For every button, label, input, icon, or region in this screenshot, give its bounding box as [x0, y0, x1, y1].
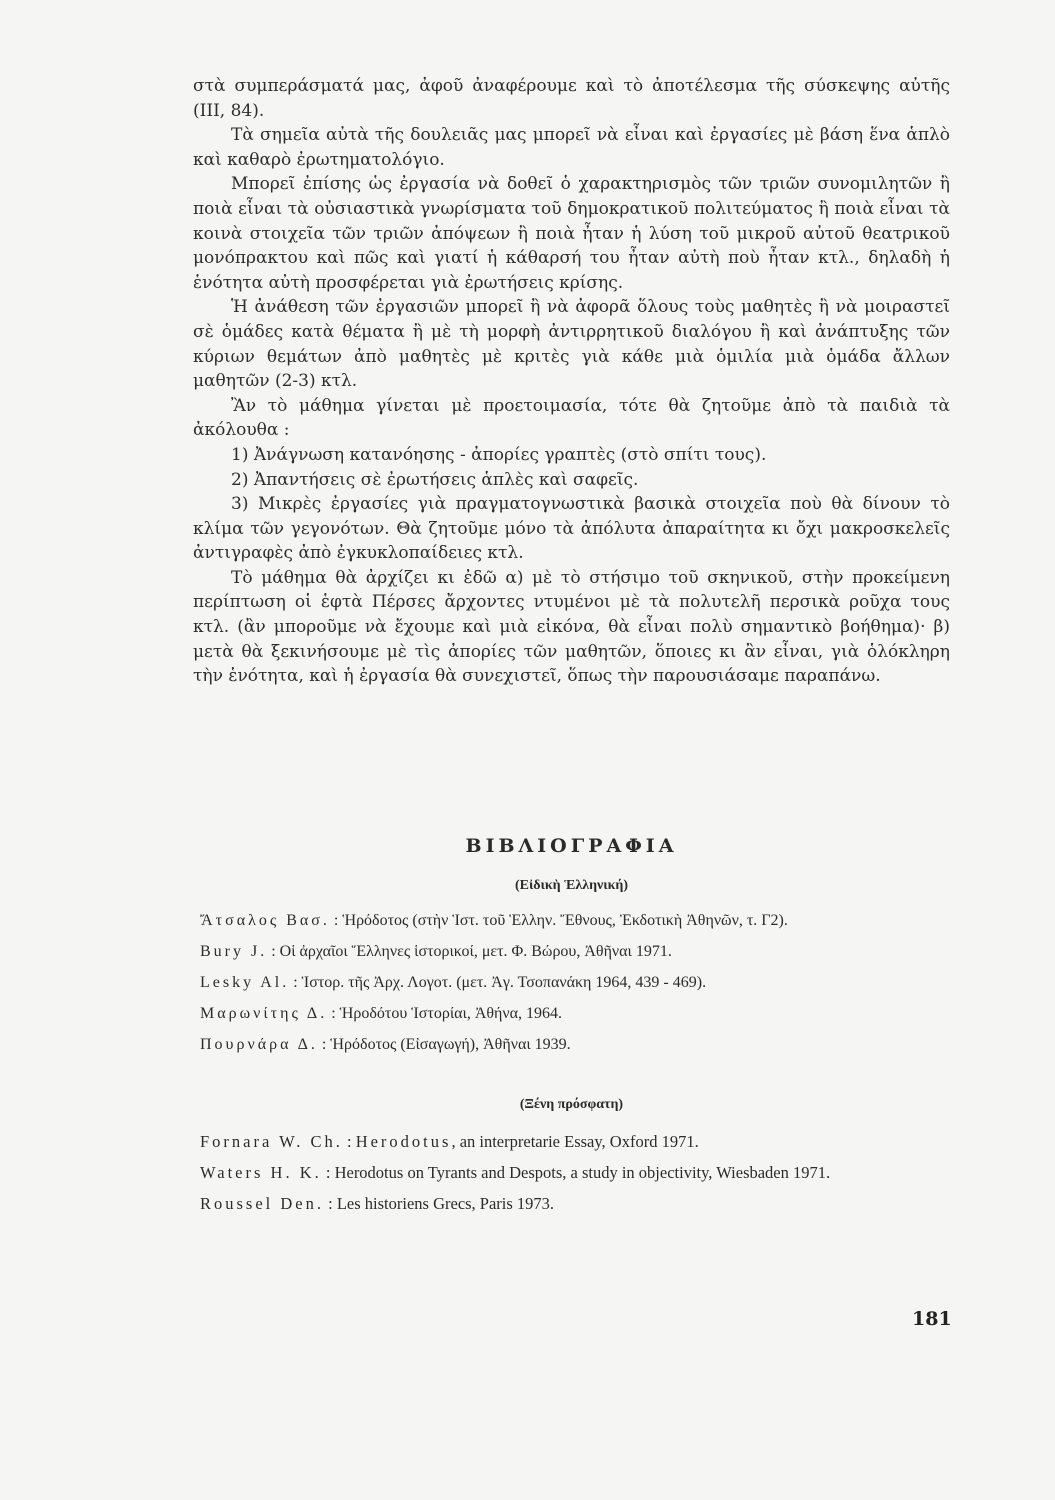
foreign-bibliography-list: [200, 1131, 952, 1224]
body-text: [193, 74, 950, 689]
entry-text: , an interpretarie Essay, Oxford 1971.: [451, 1132, 699, 1151]
entry-author: Fornara W. Ch.: [200, 1132, 343, 1151]
foreign-bibliography-heading: (Ξένη πρόσφατη): [519, 1097, 624, 1112]
entry-author: Μαρωνίτης Δ.: [200, 1005, 328, 1022]
bibliography-entry: [200, 910, 952, 931]
list-item: 3) Μικρὲς ἐργασίες γιὰ πραγματογνωστικὰ βασικὰ στοιχεῖα ποὺ θὰ δίνουν τὸ κλίμα τῶν γεγονότων. Θὰ ζητοῦμε μόνο τὰ ἀπόλυτα ἀπαραίτητα κι ὄχι μακροσκελεῖς ἀντιγραφὲς ἀπὸ ἐγκυκλοπαίδειες κτλ.: [193, 494, 950, 564]
bibliography-entry: [200, 1034, 952, 1055]
entry-text: : Οἱ ἀρχαῖοι Ἕλληνες ἱστορικοί, μετ. Φ. Βώρου, Ἀθῆναι 1971.: [267, 943, 672, 960]
entry-separator: :: [324, 1194, 337, 1213]
paragraph: Ἂν τὸ μάθημα γίνεται μὲ προετοιμασία, τότε θὰ ζητοῦμε ἀπὸ τὰ παιδιὰ τὰ ἀκόλουθα :: [193, 395, 950, 441]
entry-text: : Ἡρόδοτος (στὴν Ἱστ. τοῦ Ἑλλην. Ἔθνους, Ἐκδοτικὴ Ἀθηνῶν, τ. Γ2).: [329, 912, 788, 929]
greek-bibliography-heading: (Εἰδικὴ Ἑλληνική): [514, 878, 629, 893]
bibliography-entry: [200, 941, 952, 962]
entry-text: Les historiens Grecs, Paris 1973.: [336, 1194, 555, 1213]
entry-author: Roussel Den.: [200, 1194, 324, 1213]
entry-text: Herodotus on Tyrants and Despots, a study in objectivity, Wiesbaden 1971.: [334, 1163, 831, 1182]
paragraph: στὰ συμπεράσματά μας, ἀφοῦ ἀναφέρουμε καὶ τὸ ἀποτέλεσμα τῆς σύσκεψης αὐτῆς (ΙΙΙ, 84).: [193, 76, 950, 121]
entry-author: Waters H. K.: [200, 1163, 322, 1182]
entry-author: Bury J.: [200, 943, 268, 960]
entry-author: Lesky Al.: [200, 974, 290, 991]
entry-author: Πουρνάρα Δ.: [200, 1036, 318, 1053]
entry-separator: :: [342, 1132, 356, 1151]
paragraph: Τὰ σημεῖα αὐτὰ τῆς δουλειᾶς μας μπορεῖ νὰ εἶναι καὶ ἐργασίες μὲ βάση ἕνα ἁπλὸ καὶ καθαρὸ ἐρωτηματολόγιο.: [193, 125, 950, 170]
bibliography-entry: [200, 1131, 952, 1152]
entry-text: : Ἡροδότου Ἱστορίαι, Ἀθήνα, 1964.: [327, 1005, 563, 1022]
entry-spaced-title: Herodotus: [355, 1132, 452, 1151]
entry-text: : Ἱστορ. τῆς Ἀρχ. Λογοτ. (μετ. Ἀγ. Τσοπανάκη 1964, 439 - 469).: [289, 974, 707, 991]
bibliography-entry: [200, 1193, 952, 1214]
paragraph: Ἡ ἀνάθεση τῶν ἐργασιῶν μπορεῖ ἢ νὰ ἀφορᾶ ὅλους τοὺς μαθητὲς ἢ νὰ μοιραστεῖ σὲ ὁμάδες κατὰ θέματα ἢ μὲ τὴ μορφὴ ἀντιρρητικοῦ διαλόγου ἢ καὶ ἀνάπτυξης τῶν κύριων θεμάτων ἀπὸ μαθητὲς μὲ κριτὲς γιὰ κάθε μιὰ ὁμιλία μιὰ ὁμάδα ἄλλων μαθητῶν (2-3) κτλ.: [193, 297, 950, 392]
entry-text: : Ἡρόδοτος (Εἰσαγωγή), Ἀθῆναι 1939.: [317, 1036, 571, 1053]
greek-bibliography-list: [200, 910, 952, 1065]
bibliography-entry: [200, 1162, 952, 1183]
page-number: 181: [912, 1308, 952, 1330]
entry-author: Ἄτσαλος Βασ.: [200, 912, 330, 929]
paragraph: Τὸ μάθημα θὰ ἀρχίζει κι ἐδῶ α) μὲ τὸ στήσιμο τοῦ σκηνικοῦ, στὴν προκείμενη περίπτωση οἱ ἑφτὰ Πέρσες ἄρχοντες ντυμένοι μὲ τὰ πολυτελῆ περσικὰ ροῦχα τους κτλ. (ἂν μποροῦμε νὰ ἔχουμε καὶ μιὰ εἰκόνα, θὰ εἶναι πολὺ σημαντικὸ βοήθημα)· β) μετὰ θὰ ξεκινήσουμε μὲ τὶς ἀπορίες τῶν μαθητῶν, ὅποιες κι ἂν εἶναι, γιὰ ὁλόκληρη τὴν ἑνότητα, καὶ ἡ ἐργασία θὰ συνεχιστεῖ, ὅπως τὴν παρουσιάσαμε παραπάνω.: [193, 567, 950, 687]
entry-separator: :: [321, 1163, 335, 1182]
bibliography-title: ΒΙΒΛΙΟΓΡΑΦΙΑ: [465, 835, 678, 857]
list-item: 1) Ἀνάγνωση κατανόησης - ἀπορίες γραπτὲς (στὸ σπίτι τους).: [231, 444, 767, 465]
bibliography-entry: [200, 972, 952, 993]
bibliography-entry: [200, 1003, 952, 1024]
paragraph: Μπορεῖ ἐπίσης ὡς ἐργασία νὰ δοθεῖ ὁ χαρακτηρισμὸς τῶν τριῶν συνομιλητῶν ἢ ποιὰ εἶναι τὰ οὐσιαστικὰ γνωρίσματα τοῦ δημοκρατικοῦ πολιτεύματος ἢ ποιὰ εἶναι τὰ κοινὰ στοιχεῖα τῶν τριῶν ἀπόψεων ἢ ποιὰ ἦταν ἡ λύση τοῦ μικροῦ αὐτοῦ θεατρικοῦ μονόπρακτου καὶ πῶς καὶ γιατί ἡ κάθαρσή του ἦταν αὐτὴ ποὺ ἦταν κτλ., δηλαδὴ ἡ ἑνότητα αὐτὴ προσφέρεται γιὰ ἐρωτήσεις κρίσης.: [193, 174, 950, 293]
list-item: 2) Ἀπαντήσεις σὲ ἐρωτήσεις ἁπλὲς καὶ σαφεῖς.: [231, 469, 639, 490]
